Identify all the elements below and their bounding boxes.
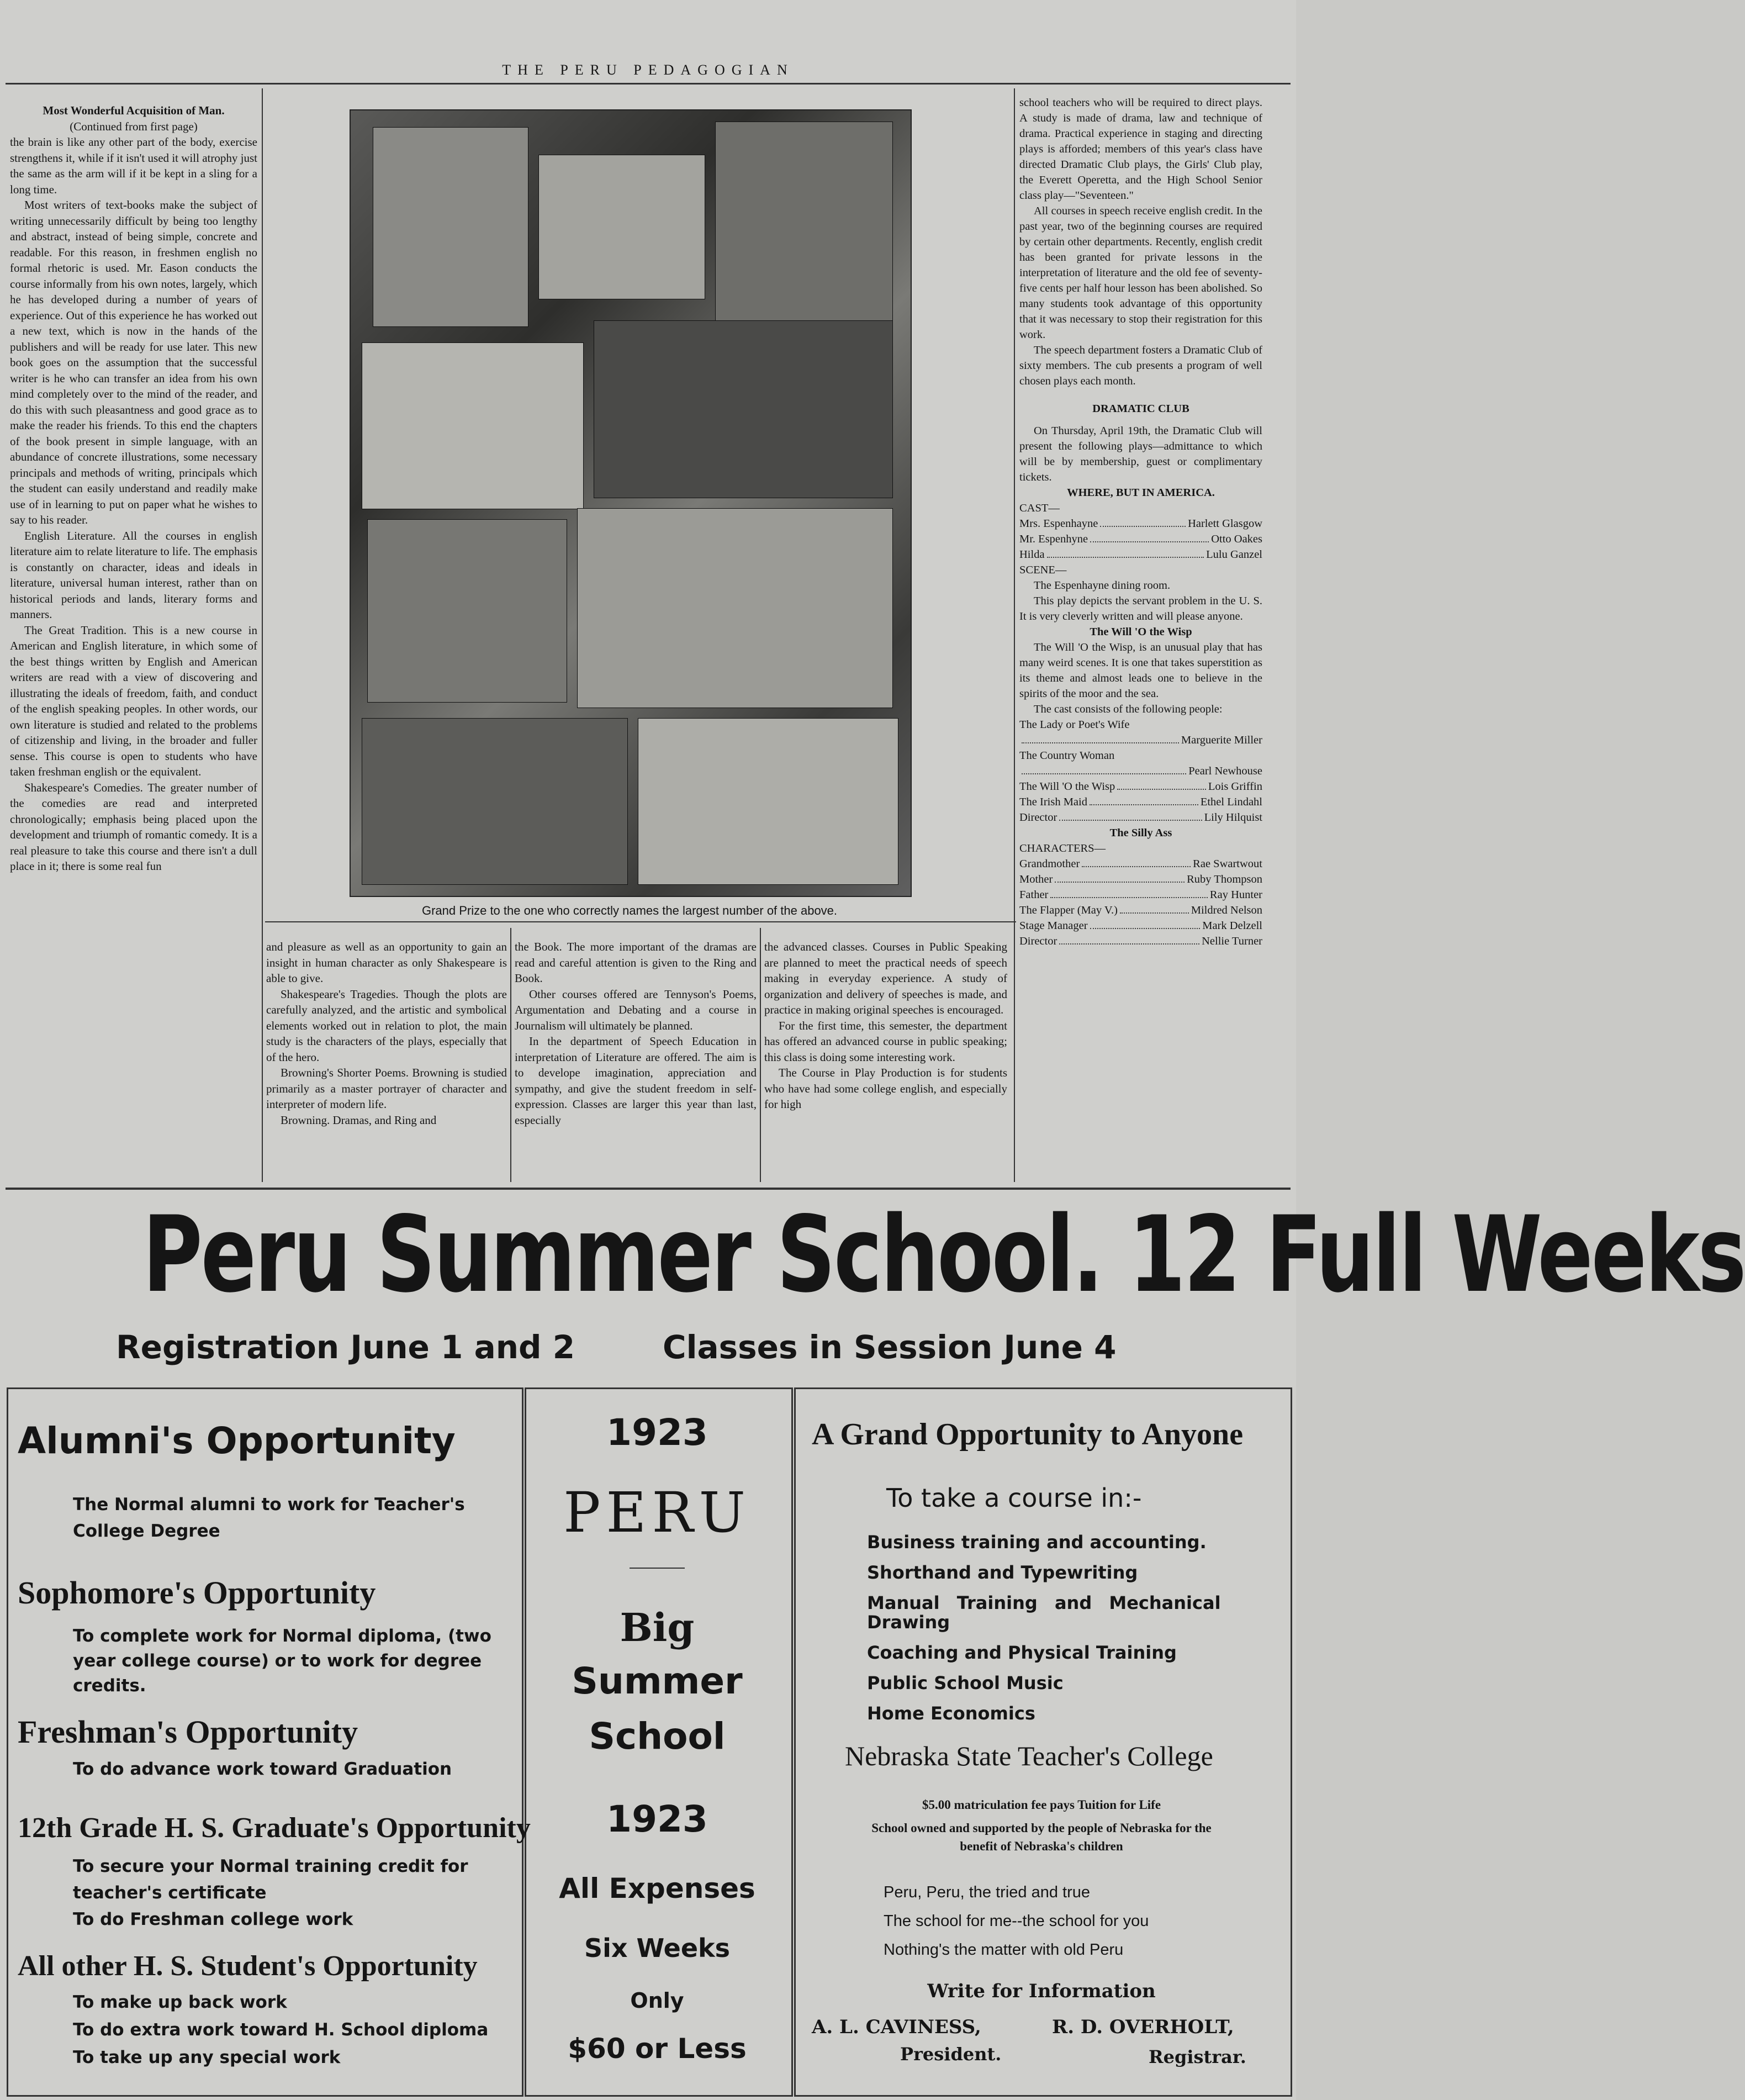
article-column-3 <box>515 939 757 1182</box>
club-heading: DRAMATIC CLUB <box>1092 403 1189 415</box>
sophomore-text: To complete work for Normal diploma, (two year college course) or to work for degree credits. <box>73 1626 491 1696</box>
course-intro: To take a course in:- <box>886 1483 1142 1513</box>
cast-row: The Flapper (May V.) Mildred Nelson <box>1019 903 1262 918</box>
price: $60 or Less <box>568 2033 747 2065</box>
registration-dates: Registration June 1 and 2 <box>116 1328 575 1366</box>
play-title: The Silly Ass <box>1109 827 1172 839</box>
article-heading: Most Wonderful Acquisition of Man. <box>43 104 225 117</box>
college-name: Nebraska State Teacher's College <box>845 1740 1213 1771</box>
cast-row: Marguerite Miller <box>1019 732 1262 748</box>
school-word: School <box>589 1715 726 1758</box>
play-title: WHERE, BUT IN AMERICA. <box>1067 487 1215 499</box>
paragraph: All courses in speech receive english credit. In the past year, two of the beginning courses are required by certain other departments. Recently, english credit has been granted for private lessons in the interpretation of literature and the old fee of seventy-five cents per half hour lesson has been abolished. So many students took advantage of this opportunity that it was necessary to stop their registration for this work. <box>1019 205 1262 341</box>
cast-row: Grandmother Rae Swartwout <box>1019 856 1262 872</box>
alumni-heading: Alumni's Opportunity <box>18 1420 456 1462</box>
paragraph: the advanced classes. Courses in Public Speaking are planned to meet the practical needs of speech making in everyday experience. A study of organization and delivery of speeches is made, and practice in making original speeches is encouraged. <box>764 940 1007 1016</box>
play-title: The Will 'O the Wisp <box>1090 626 1192 638</box>
course-item: Drawing <box>867 1612 950 1633</box>
six-weeks: Six Weeks <box>584 1933 731 1963</box>
cast-row: Mr. Espenhyne Otto Oakes <box>1019 531 1262 547</box>
characters-label: CHARACTERS— <box>1019 842 1106 854</box>
all-expenses: All Expenses <box>559 1872 755 1904</box>
course-item: Coaching and Physical Training <box>867 1642 1177 1663</box>
top-rule <box>6 83 1291 85</box>
school-poem: Peru, Peru, the tried and true The school for me--the school for you Nothing's the matter with old Peru <box>884 1883 1149 1959</box>
photo-tile <box>362 718 628 885</box>
paragraph: On Thursday, April 19th, the Dramatic Club will present the following plays—admittance to which will be by membership, guest or complimentary tickets. <box>1019 425 1262 483</box>
paragraph: The cast consists of the following people: <box>1034 703 1223 715</box>
section-rule <box>6 1188 1291 1190</box>
column-divider <box>262 88 263 1182</box>
graduate-text: To secure your Normal training credit for teacher's certificate To do Freshman college work <box>73 1856 468 1929</box>
cast-row: Pearl Newhouse <box>1019 763 1262 779</box>
paragraph: For the first time, this semester, the department has offered an advanced course in public speaking; this class is doing some interesting work. <box>764 1019 1007 1064</box>
article-column-4 <box>764 939 1007 1182</box>
article-column-1 <box>10 103 257 1180</box>
cast-row: Mrs. Espenhayne Harlett Glasgow <box>1019 516 1262 531</box>
scene-text: The Espenhayne dining room. <box>1034 579 1171 592</box>
paragraph: Other courses offered are Tennyson's Poems, Argumentation and Debating and a course in Journalism will ultimately be planned. <box>515 987 757 1032</box>
photo-tile <box>577 508 893 708</box>
write-for-info: Write for Information <box>927 1980 1156 2002</box>
cast-row: Mother Ruby Thompson <box>1019 872 1262 887</box>
article-column-5 <box>1019 95 1262 1183</box>
column-divider <box>510 928 511 1182</box>
photo-caption: Grand Prize to the one who correctly names the largest number of the above. <box>421 904 838 917</box>
cast-row: Father Ray Hunter <box>1019 887 1262 903</box>
paragraph: Shakespeare's Tragedies. Though the plots are carefully analyzed, and the artistic and symbolical elements worked out in relation to plot, the main study is the characters of the plays, especially that of the hero. <box>266 987 507 1064</box>
cast-row: The Will 'O the Wisp Lois Griffin <box>1019 779 1262 794</box>
sophomore-heading: Sophomore's Opportunity <box>18 1575 376 1611</box>
paragraph: school teachers who will be required to direct plays. A study is made of drama, law and technique of drama. Practical experience in staging and directing plays is afforded; members of this year's class have directed Dramatic Club plays, the Girls' Club play, the Everett Operetta, and the High School Senior class play—"Seventeen." <box>1019 97 1262 202</box>
photo-tile <box>638 718 898 885</box>
course-item: Manual Training and Mechanical <box>867 1592 1221 1613</box>
paragraph: English Literature. All the courses in english literature aim to relate literature to life. The emphasis is constantly on character, ideas and ideals in literature, universal human interest, rather than on historical periods and lands, literary forms and manners. <box>10 529 258 621</box>
photo-tile <box>373 127 528 327</box>
year-bottom: 1923 <box>606 1798 708 1840</box>
hs-student-text: To make up back work To do extra work toward H. School diploma To take up any special work <box>73 1992 489 2067</box>
cast-row: The Irish Maid Ethel Lindahl <box>1019 794 1262 810</box>
paragraph: Browning. Dramas, and Ring and <box>281 1113 437 1127</box>
caption-rule <box>265 921 1016 922</box>
paragraph: Shakespeare's Comedies. The greater number of the comedies are read and interpreted chronologically; emphasis being placed upon the development and triumph of romantic comedy. It is a real pleasure to take this course and there isn't a dull place in it; there is some real fun <box>10 780 257 873</box>
paragraph: The Great Tradition. This is a new course in American and English literature, in which some of the best things written by English and American writers are read with a view of discovering and illustrating the ideals of freedom, faith, and conduct of the english speaking peoples. In other words, our own literature is studied and related to the problems of citizenship and living, in the broader and fuller sense. This course is open to students who have taken freshman english or the equivalent. <box>10 623 257 778</box>
photo-tile <box>538 155 705 299</box>
graduate-heading: 12th Grade H. S. Graduate's Opportunity <box>18 1812 531 1844</box>
divider <box>630 1568 685 1569</box>
session-dates: Classes in Session June 4 <box>663 1328 1117 1366</box>
freshman-text: To do advance work toward Graduation <box>73 1759 452 1779</box>
photo-tile <box>594 320 893 498</box>
registrar-title: Registrar. <box>1149 2046 1246 2067</box>
paragraph: Most writers of text-books make the subject of writing unnecessarily difficult by being too lengthy and abstract, instead of being simple, concrete and readable. For this reason, in freshmen english no formal rhetoric is used. Mr. Eason conducts the course informally from his own notes, largely, which he has developed during a number of years of experience. Out of this experience he has worked out a new text, which is now in the hands of the publishers and will be ready for use later. This new book goes on the assumption that the successful writer is he who can transfer an idea from his own mind completely over to the mind of the reader, and do this with such pleasantness and good grace as to make the reader his friends. To this end the chapters of the book present in simple language, with an abundance of concrete illustrations, some necessary principals and methods of writing, principals which the student can easily understand and readily make use of in learning to put on paper what he wishes to say to his reader. <box>10 198 257 526</box>
fee-text: $5.00 matriculation fee pays Tuition for Life <box>922 1798 1161 1812</box>
photo-tile <box>367 519 567 703</box>
president-title: President. <box>900 2044 1002 2065</box>
cast-label: CAST— <box>1019 502 1060 514</box>
photo-collage <box>350 109 912 897</box>
paragraph: the Book. The more important of the dramas are read and careful attention is given to the Ring and Book. <box>515 940 757 985</box>
hs-student-heading: All other H. S. Student's Opportunity <box>18 1950 478 1982</box>
article-subheading: (Continued from first page) <box>70 119 198 133</box>
course-list <box>867 1527 1254 1729</box>
column-divider <box>1014 88 1015 1182</box>
cast-row: Director Nellie Turner <box>1019 933 1262 949</box>
paragraph: The speech department fosters a Dramatic Club of sixty members. The cub presents a program of well chosen plays each month. <box>1019 344 1262 387</box>
cast-row: Stage Manager Mark Delzell <box>1019 918 1262 933</box>
big-word: Big <box>620 1605 695 1650</box>
paragraph: This play depicts the servant problem in the U. S. It is very cleverly written and will please anyone. <box>1019 595 1262 622</box>
alumni-text: The Normal alumni to work for Teacher's College Degree <box>73 1495 465 1541</box>
paragraph: and pleasure as well as an opportunity to gain an insight in human character as only Shakespeare is able to give. <box>266 940 507 985</box>
scene-label: SCENE— <box>1019 564 1067 576</box>
summer-school-banner: Peru Summer School. 12 Full Weeks <box>142 1194 1745 1316</box>
course-item: Business training and accounting. <box>867 1532 1207 1553</box>
photo-tile <box>715 122 893 355</box>
cast-row: The Lady or Poet's Wife <box>1019 719 1130 731</box>
photo-tile <box>362 342 584 509</box>
paragraph: The Course in Play Production is for students who have had some college english, and especially for high <box>764 1066 1007 1111</box>
grand-opportunity-heading: A Grand Opportunity to Anyone <box>812 1417 1244 1452</box>
cast-row: Hilda Lulu Ganzel <box>1019 547 1262 562</box>
paragraph: the brain is like any other part of the body, exercise strengthens it, while if it isn't used it will atrophy just the same as the arm will if it be kept in a sling for a long time. <box>10 135 257 196</box>
owned-text-1: School owned and supported by the people of Nebraska for the <box>871 1821 1212 1835</box>
freshman-heading: Freshman's Opportunity <box>18 1714 358 1750</box>
peru-title: PERU <box>563 1480 751 1545</box>
column-divider <box>760 928 761 1182</box>
cast-row: The Country Woman <box>1019 750 1115 762</box>
paragraph: The Will 'O the Wisp, is an unusual play that has many weird scenes. It is one that takes superstition as its theme and almost leads one to believe in the spirits of the moor and the sea. <box>1019 641 1262 700</box>
article-column-2 <box>266 939 507 1182</box>
president-name: A. L. CAVINESS, <box>812 2016 981 2038</box>
course-item: Shorthand and Typewriting <box>867 1562 1138 1583</box>
course-item: Public School Music <box>867 1672 1064 1693</box>
masthead: THE PERU PEDAGOGIAN <box>502 62 794 78</box>
cast-row: Director Lily Hilquist <box>1019 810 1262 825</box>
only-word: Only <box>630 1988 684 2013</box>
registrar-name: R. D. OVERHOLT, <box>1052 2016 1234 2038</box>
paragraph: Browning's Shorter Poems. Browning is studied primarily as a master portrayer of character and interpreter of modern life. <box>266 1066 507 1111</box>
year-top: 1923 <box>606 1411 708 1454</box>
paragraph: In the department of Speech Education in interpretation of Literature are offered. The aim is to develope imagination, appreciation and sympathy, and give the student freedom in self-expression. Classes are larger this year than last, especially <box>515 1035 757 1127</box>
summer-word: Summer <box>572 1660 743 1702</box>
course-item: Home Economics <box>867 1703 1035 1724</box>
owned-text-2: benefit of Nebraska's children <box>960 1839 1123 1853</box>
